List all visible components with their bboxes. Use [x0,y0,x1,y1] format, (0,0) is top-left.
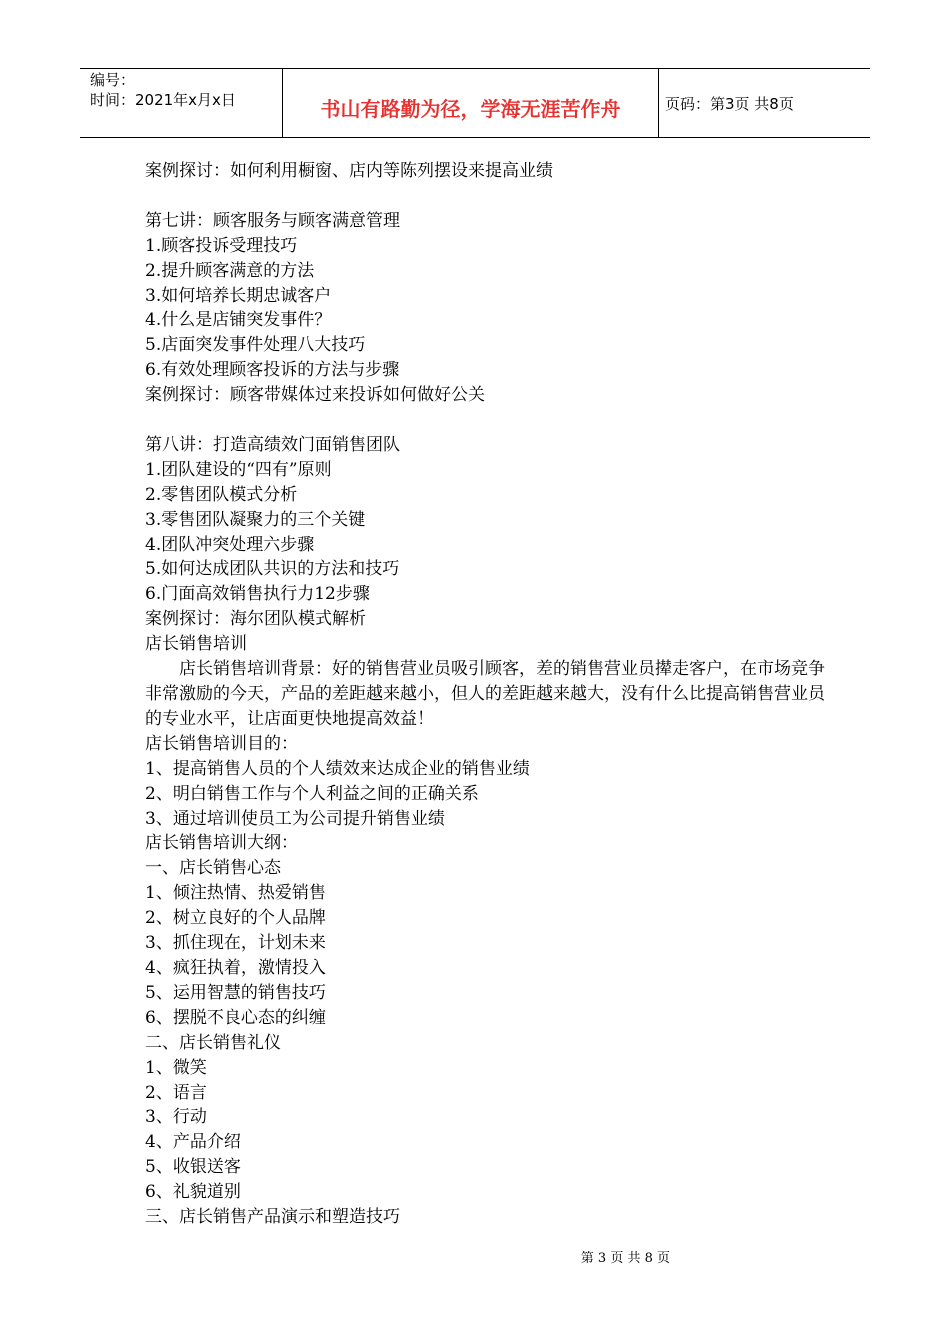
text-line: 5、收银送客 [145,1157,241,1178]
text-line: 店长销售培训大纲： [145,833,298,854]
text-line: 1、微笑 [145,1057,207,1078]
text-line: 6、摆脱不良心态的纠缠 [145,1007,326,1028]
header-page-info: 页码：第3页 共8页 [665,95,794,113]
document-body [145,159,825,1230]
text-line: 4、疯狂执着，激情投入 [145,957,326,978]
text-line: 3、行动 [145,1107,207,1128]
text-line: 二、店长销售礼仪 [145,1032,281,1053]
page-footer [0,1247,950,1266]
text-line: 2.零售团队模式分析 [145,484,298,505]
text-line: 1.顾客投诉受理技巧 [145,235,298,256]
text-line: 6.门面高效销售执行力12步骤 [145,584,370,605]
section-heading: 第八讲：打造高绩效门面销售团队 [145,434,400,455]
text-line: 店长销售培训目的： [145,733,298,754]
text-line: 一、店长销售心态 [145,858,281,879]
text-line: 案例探讨：海尔团队模式解析 [145,609,366,630]
header-meta-cell [80,69,283,137]
text-line: 2.提升顾客满意的方法 [145,260,315,281]
text-line: 3.零售团队凝聚力的三个关键 [145,509,366,530]
text-line: 3、通过培训使员工为公司提升销售业绩 [145,808,445,829]
header-page-cell [659,69,870,137]
text-line: 案例探讨：如何利用橱窗、店内等陈列摆设来提高业绩 [145,161,553,181]
text-line: 2、语言 [145,1082,207,1103]
text-line: 3.如何培养长期忠诚客户 [145,285,332,306]
text-line: 1.团队建设的“四有”原则 [145,459,332,480]
text-line: 1、提高销售人员的个人绩效来达成企业的销售业绩 [145,758,530,779]
document-date-label: 时间：2021年x月x日 [90,91,236,109]
text-line: 2、树立良好的个人品牌 [145,908,326,929]
text-line: 6、礼貌道别 [145,1182,241,1203]
blank-line [145,184,825,209]
text-line: 5、运用智慧的销售技巧 [145,982,326,1003]
text-line: 4.什么是店铺突发事件？ [145,310,332,331]
text-line: 5.店面突发事件处理八大技巧 [145,335,366,356]
text-line: 5.如何达成团队共识的方法和技巧 [145,559,400,580]
text-line: 4、产品介绍 [145,1132,241,1153]
header-motto: 书山有路勤为径，学海无涯苦作舟 [320,97,621,121]
section-heading: 第七讲：顾客服务与顾客满意管理 [145,210,400,231]
footer-page-number: 第 3 页 共 8 页 [580,1251,670,1266]
text-line: 2、明白销售工作与个人利益之间的正确关系 [145,783,479,804]
text-line: 6.有效处理顾客投诉的方法与步骤 [145,360,400,381]
text-line: 三、店长销售产品演示和塑造技巧 [145,1207,400,1228]
header-motto-cell [283,69,659,137]
blank-line [145,408,825,433]
text-line: 4.团队冲突处理六步骤 [145,534,315,555]
background-paragraph: 店长销售培训背景：好的销售营业员吸引顾客，差的销售营业员撵走客户，在市场竞争非常激励的今天，产品的差距越来越小，但人的差距越来越大，没有什么比提高销售营业员的专业水平，让店面更快地提高效益！ [145,659,825,729]
text-line: 3、抓住现在，计划未来 [145,933,326,954]
document-number-label: 编号： [90,71,136,89]
text-line: 案例探讨：顾客带媒体过来投诉如何做好公关 [145,385,485,406]
section-heading: 店长销售培训 [145,634,247,655]
text-line: 1、倾注热情、热爱销售 [145,883,326,904]
page-header [80,68,870,138]
